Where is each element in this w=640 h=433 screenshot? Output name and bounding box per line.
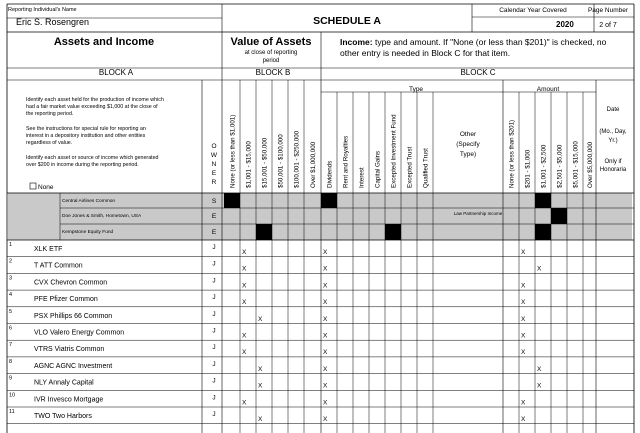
row-number: 2 [9,258,13,265]
type-mark: X [323,349,328,357]
example-filled-cell [224,193,240,208]
other-type-line2: (Specify [456,141,480,148]
instruction-line: over $200 in income during the reporting period. [26,162,139,168]
type-column-header: Rent and Royalties [342,135,350,188]
amount-mark: X [521,299,526,307]
asset-name: AGNC AGNC Investment [34,362,113,370]
value-sub-2: period [262,58,280,64]
example-owner: S [211,198,217,205]
example-filled-cell [321,193,337,208]
type-mark: X [323,365,328,373]
amount-mark: X [537,265,542,273]
owner-letter: E [211,170,217,177]
amount-mark: X [521,249,526,256]
value-mark: X [258,365,263,373]
amount-mark: X [537,382,542,390]
example-filled-cell [385,224,401,240]
date-label-2: (Mo., Day, [599,129,627,135]
block-a-label: BLOCK A [98,68,134,77]
instruction-line: the reporting period. [26,111,74,117]
value-mark: X [242,299,247,307]
type-mark: X [323,416,328,423]
value-mark: X [242,265,247,273]
row-number: 7 [9,342,13,349]
assets-income-heading: Assets and Income [53,36,155,48]
asset-owner: J [212,394,216,402]
asset-name: VLO Valero Energy Common [34,329,125,337]
amount-mark: X [521,349,526,357]
row-number: 1 [9,242,13,248]
type-column-header: Excepted Trust [406,146,414,188]
type-mark: X [323,315,328,323]
example-filled-cell [535,224,551,240]
value-mark: X [258,416,263,423]
asset-owner: J [212,344,216,352]
type-column-header: Qualified Trust [422,148,430,188]
value-column-header: $100,001 - $250,000 [293,130,301,188]
value-mark: X [242,249,247,256]
row-number: 6 [9,325,13,332]
block-c-label: BLOCK C [460,68,496,77]
amount-column-header: None (or less than $201) [508,119,516,188]
instruction-line: had a fair market value exceeding $1,000 at the close of [26,104,158,110]
asset-name: IVR Invesco Mortgage [34,396,104,404]
type-column-header: Capital Gains [374,150,382,188]
amount-column-header: $5,001 - $15,000 [572,141,580,188]
row-number: 9 [9,375,13,382]
value-column-header: $50,001 - $100,000 [277,134,285,188]
row-number: 11 [9,409,15,415]
value-of-assets-heading: Value of Assets [230,36,312,48]
value-mark: X [242,349,247,357]
example-owner: E [211,229,217,236]
type-mark: X [323,249,328,256]
income-instruction-line2: other entry is needed in Block C for that item. [340,48,511,58]
asset-name: PSX Phillips 66 Common [34,312,113,320]
date-label-5: Honoraria [599,167,627,173]
asset-owner: J [212,310,216,318]
income-text: type and amount. If "None (or less than $201)" is checked, no [372,37,607,47]
asset-name: VTRS Viatris Common [34,346,105,354]
type-mark: X [323,299,328,307]
type-mark: X [323,332,328,340]
value-mark: X [242,399,247,407]
owner-letter: N [211,161,217,168]
amount-mark: X [521,282,526,290]
amount-mark: X [521,332,526,340]
owner-letter: O [211,143,217,150]
asset-owner: J [212,360,216,368]
value-mark: X [242,332,247,340]
example-owner: E [211,213,217,220]
instruction-line: regardless of value. [26,140,73,146]
instruction-line: interest in a depository institution and other entities [26,133,146,139]
calendar-year-value: 2020 [556,20,574,29]
row-number: 3 [9,275,13,282]
example-asset-name: Kempstone Equity Fund [62,230,114,235]
none-checkbox[interactable] [30,183,36,189]
amount-column-header: $2,501 - $5,000 [556,144,564,188]
type-mark: X [323,382,328,390]
asset-owner: J [212,327,216,335]
other-type-line1: Other [459,131,477,138]
instructions [26,97,164,168]
asset-owner: J [212,294,216,302]
asset-name: CVX Chevron Common [34,279,108,287]
page-number-value: 2 of 7 [599,22,617,29]
type-column-header: Dividends [326,160,334,188]
asset-name: T ATT Common [34,262,83,270]
amount-column-header: $201 - $1,000 [524,149,532,188]
type-label: Type [408,86,424,93]
value-sub-1: at close of reporting [244,50,298,56]
example-other-type: Law Partnership Income [453,211,503,216]
type-mark: X [323,265,328,273]
asset-name: PFE Pfizer Common [34,296,98,304]
amount-column-header: $1,001 - $2,500 [540,144,548,188]
amount-column-header: Over $5,000,000 [587,141,594,188]
none-label: None [38,184,54,191]
instruction-line: Identify each asset held for the production of income which [26,97,164,103]
income-bold: Income: [340,37,373,47]
value-column-header: Over $1,000,000 [310,141,317,188]
value-mark: X [242,282,247,290]
amount-label: Amount [536,86,560,93]
reporting-individual-label: Reporting Individual's Name [8,7,77,13]
value-mark: X [258,315,263,323]
owner-letter: R [211,179,217,186]
amount-mark: X [521,416,526,423]
income-instruction-line1 [340,37,607,47]
type-mark: X [323,282,328,290]
example-filled-cell [535,193,551,208]
asset-name: NLY Annaly Capital [34,379,94,387]
value-column-header: $15,001 - $50,000 [261,137,269,188]
amount-mark: X [537,365,542,373]
value-mark: X [258,382,263,390]
asset-owner: J [212,277,216,285]
other-type-line3: Type) [459,151,477,158]
page-number-label: Page Number [587,7,629,14]
amount-mark: X [521,315,526,323]
type-column-header: Interest [358,167,366,188]
asset-name: XLK ETF [34,246,63,253]
asset-owner: J [212,244,216,251]
example-asset-name: Central Airlines Common [62,199,116,204]
type-column-header: Excepted Investment Fund [390,114,398,188]
type-mark: X [323,399,328,407]
instruction-line: Identify each asset or source of income which generated [26,155,159,161]
block-b-label: BLOCK B [255,68,291,77]
row-number: 5 [9,308,13,315]
asset-owner: J [212,377,216,385]
row-number: 8 [9,358,13,365]
asset-owner: J [212,411,216,418]
amount-mark: X [521,399,526,407]
asset-name: TWO Two Harbors [34,413,92,420]
row-number: 4 [9,292,13,299]
calendar-year-label: Calendar Year Covered [499,7,567,14]
owner-letter: W [210,152,218,159]
date-label-4: Only if [604,159,622,165]
reporting-individual-name: Eric S. Rosengren [16,17,90,27]
value-column-header: None (or less than $1,001) [229,114,237,188]
date-label-1: Date [606,107,620,113]
example-asset-name: Doe Jones & Smith, Hometown, USA [62,214,142,219]
asset-owner: J [212,260,216,268]
schedule-title: SCHEDULE A [313,15,381,27]
value-column-header: $1,001 - $15,000 [245,141,253,188]
date-label-3: Yr.) [608,138,618,144]
example-filled-cell [256,224,272,240]
instruction-line: See the instructions for special rule for reporting an [26,126,146,132]
example-filled-cell [551,208,567,224]
row-number: 10 [9,392,16,399]
